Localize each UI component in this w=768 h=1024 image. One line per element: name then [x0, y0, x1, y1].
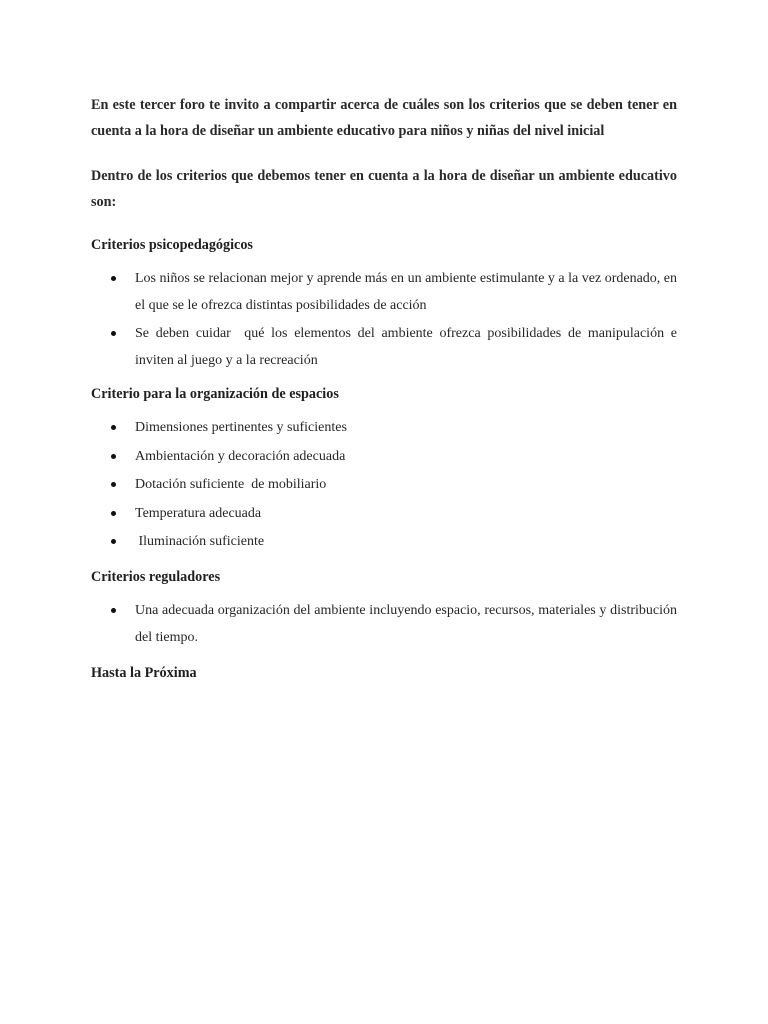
intro-paragraph: En este tercer foro te invito a compartir acerca de cuáles son los criterios que se deben tener en cuenta a la hora de diseñar un ambiente educativo para niños y niñas del nivel inicial: [91, 97, 677, 139]
list-item-text: Se deben cuidar qué los elementos del ambiente ofrezca posibilidades de manipulación e inviten al juego y a la recreación: [135, 326, 681, 368]
bullet-list-organizacion-espacios: [91, 414, 677, 557]
bullet-list-reguladores: [91, 597, 677, 651]
list-item: [91, 265, 677, 319]
list-item: [91, 597, 677, 651]
list-item-text: Ambientación y decoración adecuada: [135, 448, 346, 464]
list-item-text: Dotación suficiente de mobiliario: [135, 477, 327, 492]
bullet-icon: [111, 425, 116, 430]
list-item: [91, 500, 677, 529]
bullet-icon: [111, 454, 116, 459]
bullet-icon: [111, 511, 116, 516]
bullet-list-psicopedagogicos: [91, 265, 681, 374]
section-heading-reguladores: Criterios reguladores: [91, 568, 221, 585]
bullet-icon: [111, 482, 116, 487]
list-item-text: Una adecuada organización del ambiente incluyendo espacio, recursos, materiales y distribución del tiempo.: [135, 602, 677, 645]
list-item: [91, 414, 677, 443]
closing-line: Hasta la Próxima: [91, 664, 197, 681]
list-item: [91, 443, 677, 472]
list-item: [91, 471, 677, 500]
bullet-icon: [111, 539, 116, 544]
document-page: [91, 92, 681, 683]
bullet-icon: [111, 608, 116, 613]
list-item: [91, 320, 681, 374]
list-item-text: Los niños se relacionan mejor y aprende más en un ambiente estimulante y a la vez ordenado, en el que se le ofrezca distintas posibilidades de acción: [135, 271, 677, 313]
list-item-text: Temperatura adecuada: [135, 505, 262, 521]
list-item-text: Dimensiones pertinentes y suficientes: [135, 420, 347, 435]
list-item: [91, 528, 677, 557]
lead-paragraph: Dentro de los criterios que debemos tener en cuenta a la hora de diseñar un ambiente educativo son:: [91, 168, 677, 210]
section-heading-psicopedagogicos: Criterios psicopedagógicos: [91, 237, 253, 253]
bullet-icon: [111, 276, 116, 281]
section-heading-organizacion-espacios: Criterio para la organización de espacios: [91, 386, 339, 402]
bullet-icon: [111, 331, 116, 336]
list-item-text: Iluminación suficiente: [135, 534, 265, 549]
